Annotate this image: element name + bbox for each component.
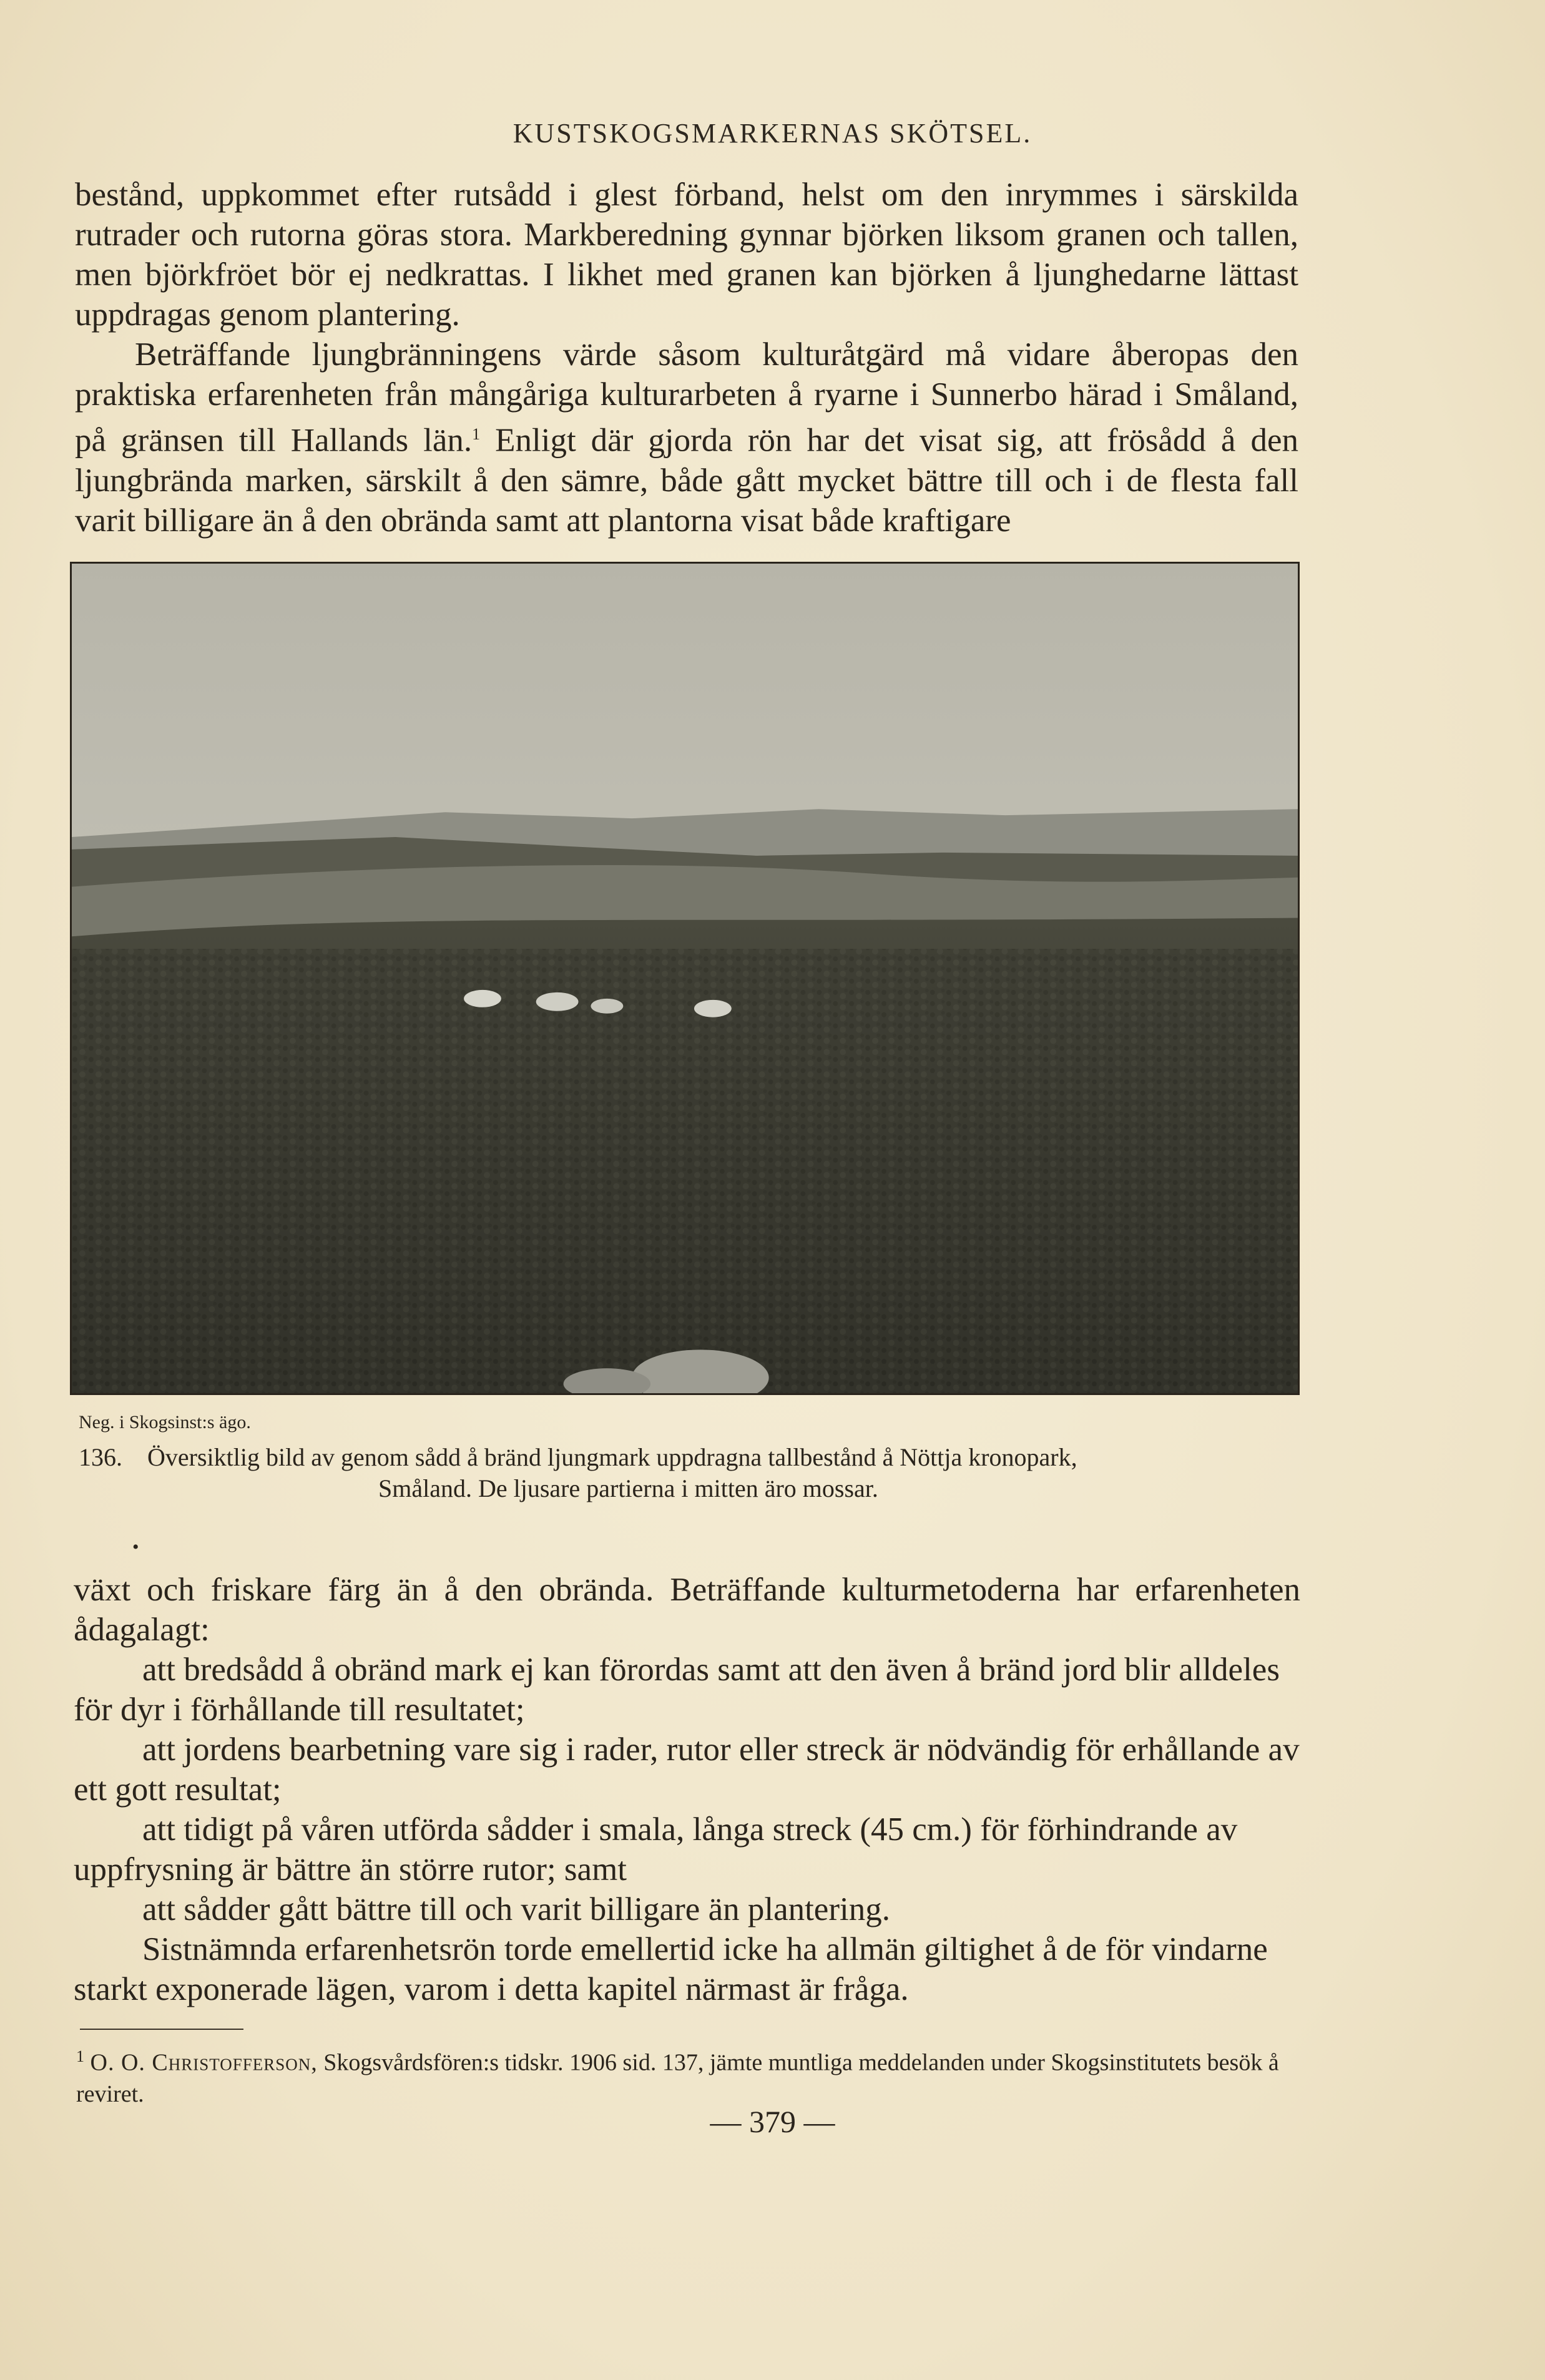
paragraph-2-text: Beträffande ljungbränningens värde såsom kulturåtgärd må vidare åberopas den praktiska erfarenheten från mångåriga kulturarbeten å ryarne i Sunnerbo härad i Småland, på gränsen till Hallands län. [75, 336, 1298, 459]
landscape-photograph [70, 562, 1300, 1395]
paragraph-2 [75, 335, 1298, 541]
photo-credit: Neg. i Skogsinst:s ägo. [79, 1412, 251, 1432]
paragraph-2-continuation: Enligt där gjorda rön har det visat sig, att frösådd å den ljungbrända marken, särskilt å den sämre, både gått mycket bättre till och i de flesta fall varit billigare än å den obrända samt att plantorna visat både kraftigare [75, 422, 1298, 539]
heath-landscape-image [72, 564, 1298, 1393]
list-item-2: att jordens bearbetning vare sig i rader, rutor eller streck är nödvändig för erhållande av ett gott resultat; [74, 1731, 1300, 1808]
figure-number: 136. [79, 1443, 122, 1471]
paragraph-1: bestånd, uppkommet efter rutsådd i glest förband, helst om den inrymmes i särskilda rutrader och rutorna göras stora. Markberedning gynnar björken liksom granen och tallen, men björkfröet bör ej nedkrattas. I likhet med granen kan björken å ljunghedarne lättast uppdragas genom plantering. [75, 177, 1298, 333]
body-paragraph-intro: växt och friskare färg än å den obrända. Beträffande kulturmetoderna har erfarenheten ådagalagt: [74, 1572, 1300, 1648]
footnote [76, 2041, 1300, 2110]
page-number: — 379 — [710, 2104, 835, 2139]
caption-line-1: Översiktlig bild av genom sådd å bränd ljungmark uppdragna tallbestånd å Nöttja kronopark, [147, 1443, 1077, 1471]
closing-paragraph: Sistnämnda erfarenhetsrön torde emellertid icke ha allmän giltighet å de för vindarne starkt exponerade lägen, varom i detta kapitel närmast är fråga. [74, 1931, 1268, 2007]
footnote-text: Skogsvårdsfören:s tidskr. 1906 sid. 137, jämte muntliga meddelanden under Skogsinstitutets besök å reviret. [76, 2049, 1279, 2107]
list-item-3: att tidigt på våren utförda sådder i smala, långa streck (45 cm.) för förhindrande av uppfrysning är bättre än större rutor; samt [74, 1811, 1238, 1888]
footnote-rule [80, 2029, 243, 2030]
figure-caption [79, 1442, 1302, 1504]
list-item-1: att bredsådd å obränd mark ej kan förordas samt att den även å bränd jord blir alldeles för dyr i förhållande till resultatet; [74, 1652, 1280, 1728]
caption-line-2: Småland. De ljusare partierna i mitten äro mossar. [378, 1474, 878, 1502]
running-head: KUSTSKOGSMARKERNAS SKÖTSEL. [513, 118, 1032, 149]
footnote-mark: 1 [76, 2047, 84, 2065]
footnote-reference: 1 [472, 425, 481, 443]
list-item-4: att sådder gått bättre till och varit billigare än plantering. [142, 1891, 890, 1927]
footnote-author: O. O. Christofferson, [90, 2049, 318, 2076]
stray-dot: • [132, 1537, 139, 1557]
